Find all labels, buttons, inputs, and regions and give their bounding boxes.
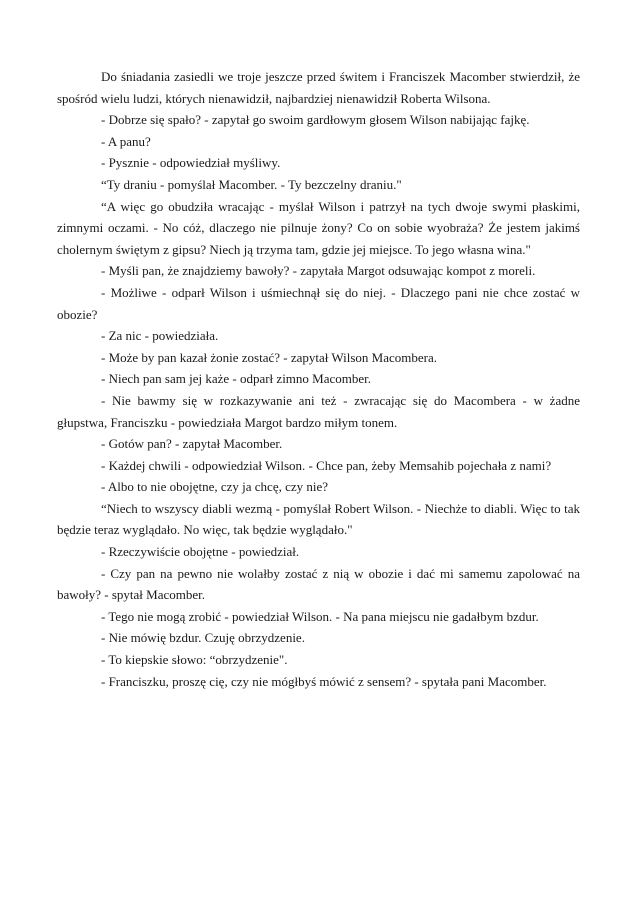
paragraph: - Myśli pan, że znajdziemy bawoły? - zapytała Margot odsuwając kompot z moreli. [101, 263, 536, 279]
paragraph: “Ty draniu - pomyślał Macomber. - Ty bezczelny draniu." [101, 176, 402, 192]
paragraph: - Albo to nie obojętne, czy ja chcę, czy nie? [101, 479, 329, 495]
body-text [57, 66, 580, 692]
paragraph: - Pysznie - odpowiedział myśliwy. [101, 155, 281, 171]
paragraph: - A panu? [101, 133, 151, 149]
paragraph: - Dobrze się spało? - zapytał go swoim gardłowym głosem Wilson nabijając fajkę. [101, 112, 530, 128]
paragraph: - Tego nie mogą zrobić - powiedział Wilson. - Na pana miejscu nie gadałbym bzdur. [101, 608, 539, 624]
paragraph: - Możliwe - odparł Wilson i uśmiechnął się do niej. - Dlaczego pani nie chce zostać w obozie? [57, 284, 580, 322]
paragraph: - Niech pan sam jej każe - odparł zimno Macomber. [101, 371, 372, 387]
paragraph: - To kiepskie słowo: “obrzydzenie". [101, 652, 288, 668]
paragraph: - Rzeczywiście obojętne - powiedział. [101, 544, 300, 560]
paragraph: - Nie mówię bzdur. Czuję obrzydzenie. [101, 630, 305, 646]
paragraph: - Za nic - powiedziała. [101, 328, 219, 344]
paragraph: “Niech to wszyscy diabli wezmą - pomyślał Robert Wilson. - Niechże to diabli. Więc to tak będzie teraz wyglądało. No więc, tak będzie wyglądało." [57, 500, 580, 538]
paragraph: - Każdej chwili - odpowiedział Wilson. - Chce pan, żeby Memsahib pojechała z nami? [101, 457, 552, 473]
paragraph: Do śniadania zasiedli we troje jeszcze przed świtem i Franciszek Macomber stwierdził, że spośród wielu ludzi, których nienawidził, najbardziej nienawidził Roberta Wilsona. [57, 69, 580, 106]
paragraph: - Franciszku, proszę cię, czy nie mógłbyś mówić z sensem? - spytała pani Macomber. [101, 673, 547, 689]
paragraph: - Może by pan kazał żonie zostać? - zapytał Wilson Macombera. [101, 349, 438, 365]
paragraph: - Czy pan na pewno nie wolałby zostać z nią w obozie i dać mi samemu zapolować na bawoły? - spytał Macomber. [57, 565, 580, 603]
paragraph: - Gotów pan? - zapytał Macomber. [101, 436, 283, 452]
paragraph: “A więc go obudziła wracając - myślał Wilson i patrzył na tych dwoje swymi płaskimi, zimnymi oczami. - No cóż, dlaczego nie pilnuje żony? Co on sobie wyobraża? Że jestem jakimś cholernym świętym z gipsu? Niech ją trzyma tam, gdzie jej miejsce. To jego własna wina." [57, 198, 580, 257]
paragraph: - Nie bawmy się w rozkazywanie ani też - zwracając się do Macombera - w żadne głupstwa, Franciszku - powiedziała Margot bardzo miłym tonem. [57, 392, 580, 430]
